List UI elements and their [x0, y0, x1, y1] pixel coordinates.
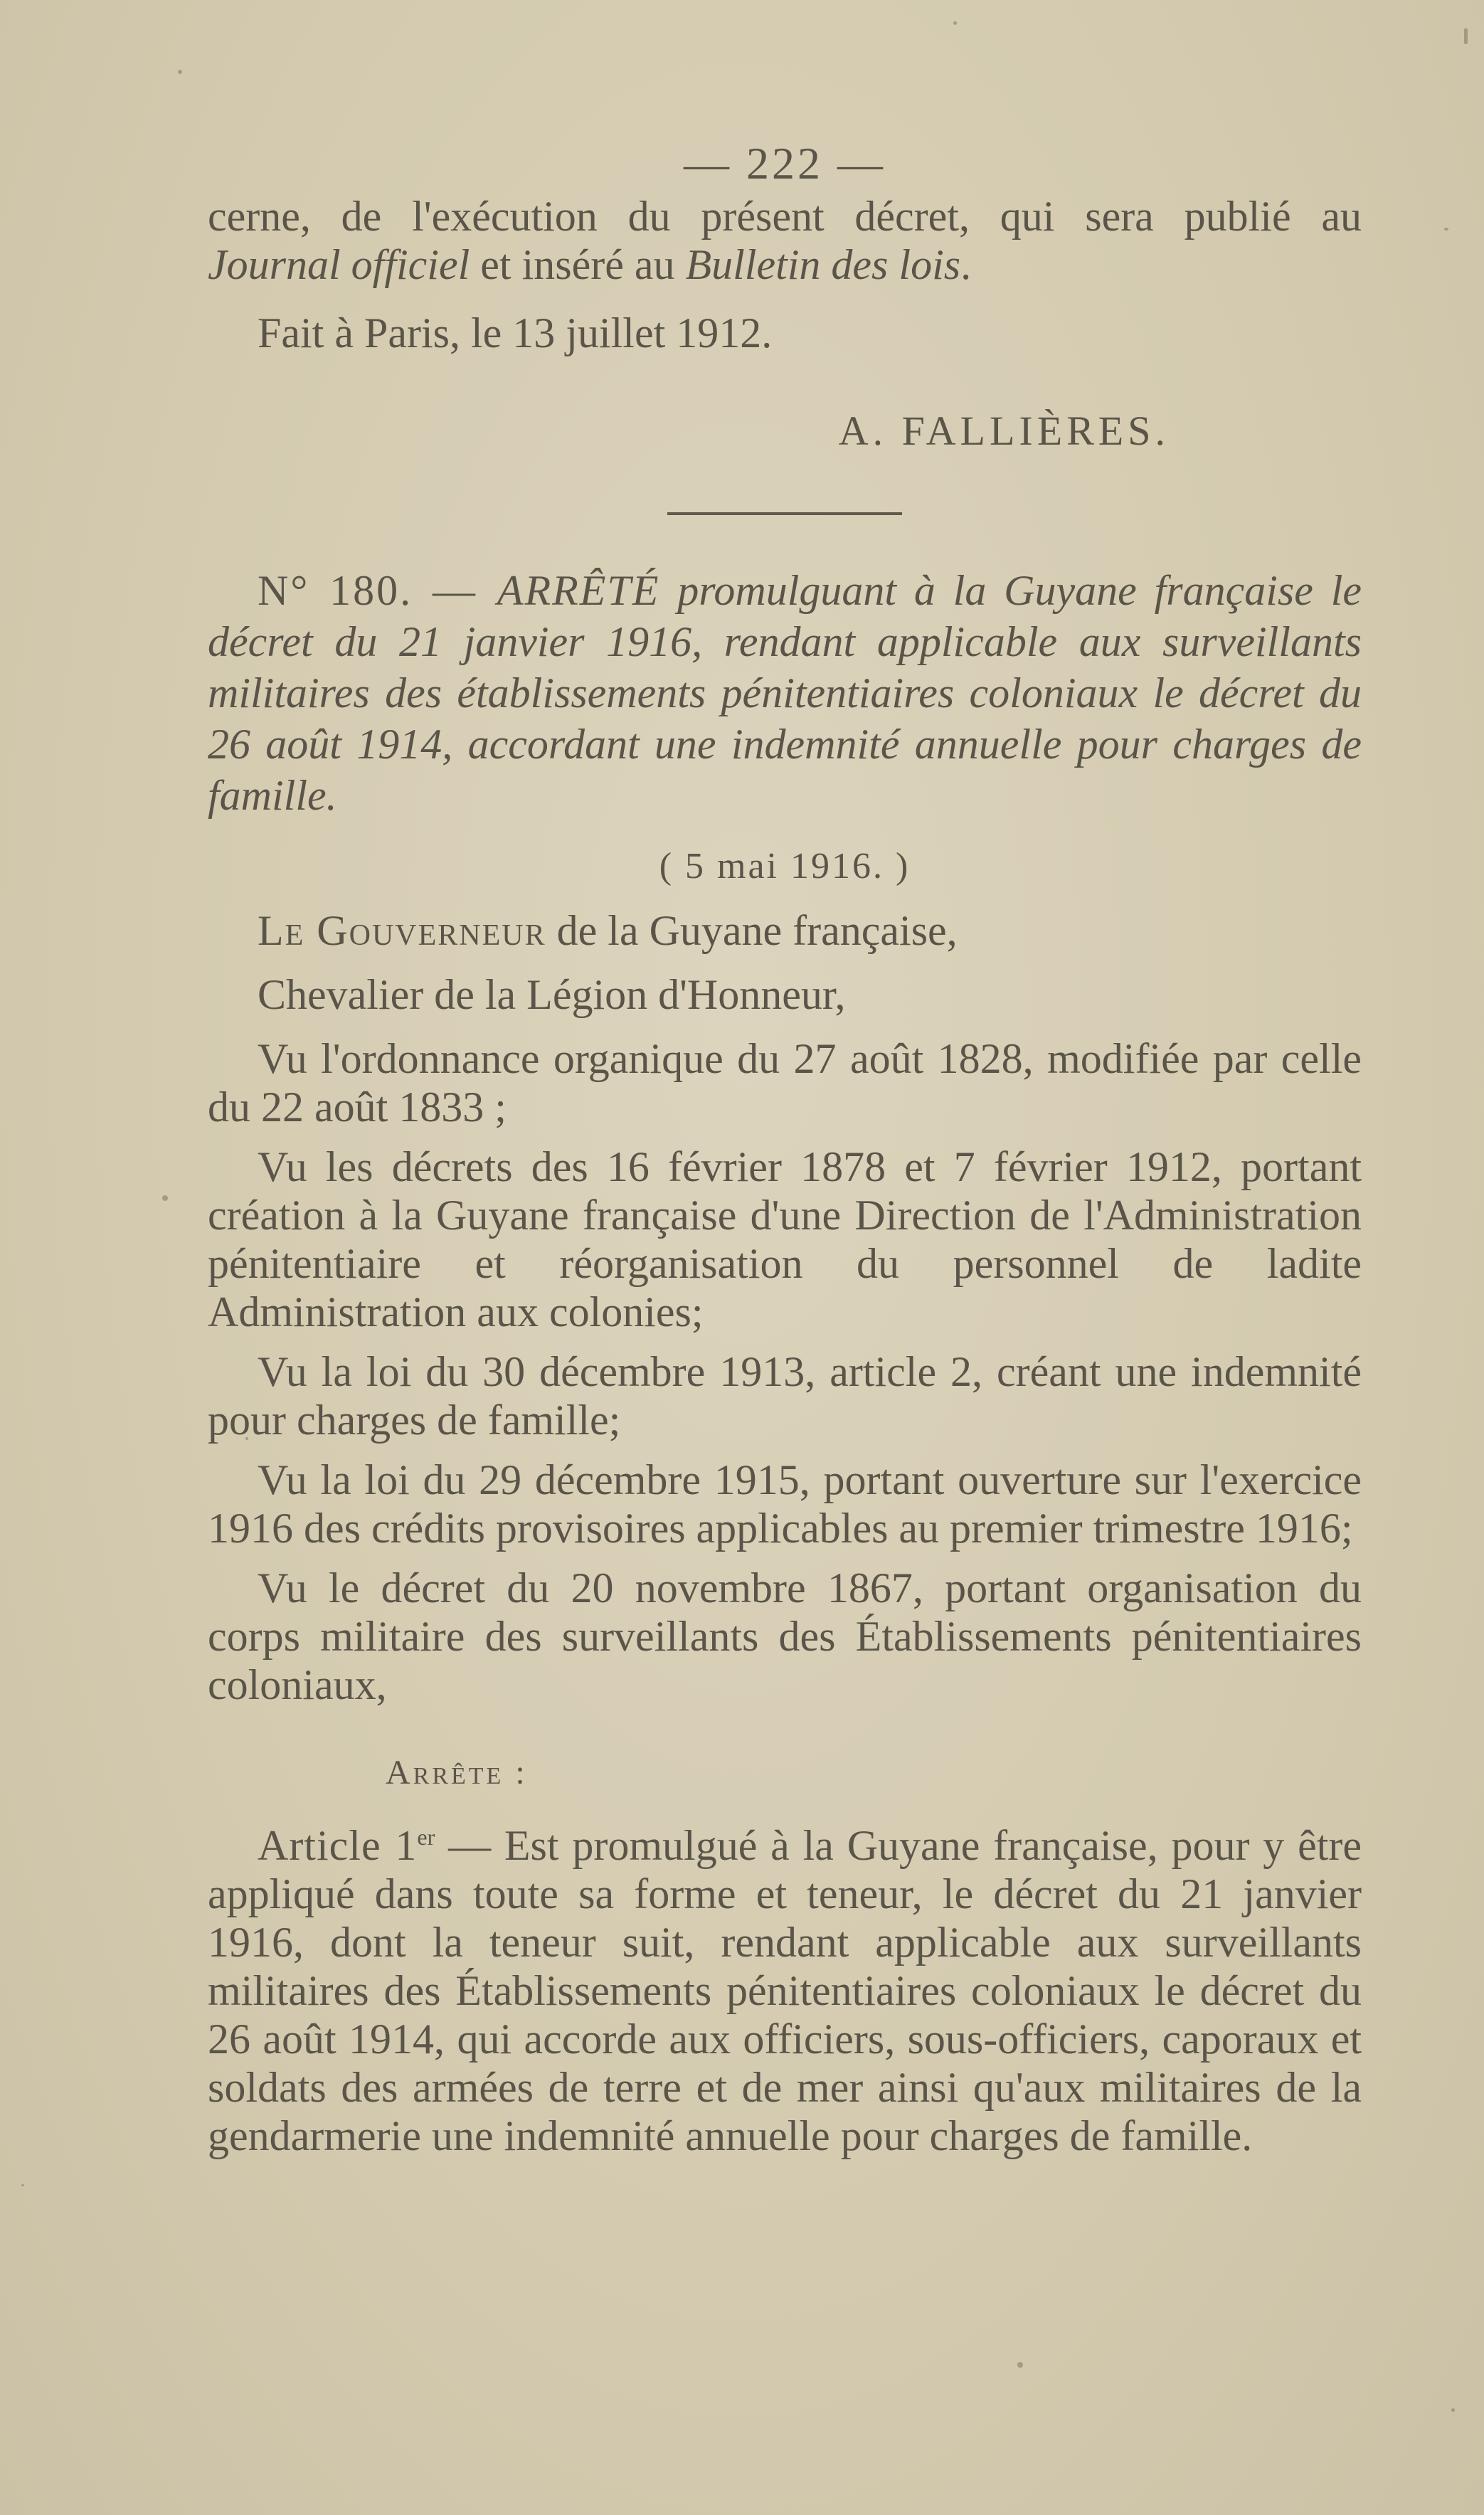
governor-line [208, 906, 1362, 955]
article-label: Article 1 [258, 1822, 418, 1869]
decree-closing-line-2 [208, 240, 1362, 289]
vu-paragraph-3: Vu la loi du 30 décembre 1913, article 2, créant une indemnité pour charges de famille; [208, 1348, 1362, 1444]
vu-paragraph-4: Vu la loi du 29 décembre 1915, portant ouverture sur l'exercice 1916 des crédits provisoires applicables au premier trimestre 1916; [208, 1456, 1362, 1552]
place-date: Fait à Paris, le 13 juillet 1912. [258, 309, 773, 356]
vu-paragraph-2: Vu les décrets des 16 février 1878 et 7 février 1912, portant création à la Guyane française d'une Direction de l'Administration pénitentiaire et réorganisation du personnel de ladite Administration aux colonies; [208, 1143, 1362, 1335]
arrete-title-text: promulguant à la Guyane française le décret du 21 janvier 1916, rendant applicable aux surveillants militaires des établissements pénitentiaires coloniaux le décret du 26 août 1914, accordant une indemnité annuelle pour charges de famille. [208, 567, 1362, 819]
paper-speck [178, 70, 182, 74]
closing-period: . [960, 241, 972, 288]
arrete-heading: Arrête : [386, 1754, 528, 1791]
paper-speck [1464, 28, 1468, 44]
honor-line: Chevalier de la Légion d'Honneur, [258, 971, 846, 1018]
paper-speck [1451, 2408, 1455, 2412]
arrete-label: ARRÊTÉ [497, 567, 660, 614]
governor-title: Le Gouverneur [258, 907, 546, 954]
vu-paragraph-5: Vu le décret du 20 novembre 1867, portant organisation du corps militaire des surveillants des Établissements pénitentiaires coloniaux, [208, 1564, 1362, 1708]
governor-rest: de la Guyane française, [546, 907, 958, 954]
page-number: — 222 — [684, 138, 886, 189]
article-1 [208, 1813, 1362, 2160]
closing-connector: et inséré au [470, 241, 686, 288]
section-divider [667, 512, 902, 515]
article-text: — Est promulgué à la Guyane française, pour y être appliqué dans toute sa forme et teneur, le décret du 21 janvier 1916, dont la teneur suit, rendant applicable aux surveillants militaires des Établissements pénitentiaires coloniaux le décret du 26 août 1914, qui accorde aux officiers, sous-officiers, caporaux et soldats des armées de terre et de mer ainsi qu'aux militaires de la gendarmerie une indemnité annuelle pour charges de famille. [208, 1822, 1362, 2159]
signature: A. FALLIÈRES. [838, 408, 1170, 454]
arrete-date: ( 5 mai 1916. ) [659, 846, 911, 886]
bulletin-title: Bulletin des lois [685, 241, 961, 288]
arrete-title [208, 565, 1362, 821]
text-column [208, 135, 1362, 2160]
decree-closing-line: cerne, de l'exécution du présent décret, qui sera publié au [208, 193, 1362, 240]
paper-speck [1017, 2362, 1023, 2368]
vu-paragraph-1: Vu l'ordonnance organique du 27 août 1828, modifiée par celle du 22 août 1833 ; [208, 1035, 1362, 1131]
paper-speck [953, 21, 957, 25]
paper-speck [21, 2184, 24, 2186]
article-ordinal: er [417, 1824, 435, 1850]
paper-speck [1444, 228, 1448, 231]
arrete-number: N° 180. — [258, 567, 497, 614]
paper-speck [162, 1195, 168, 1201]
journal-title: Journal officiel [208, 241, 470, 288]
